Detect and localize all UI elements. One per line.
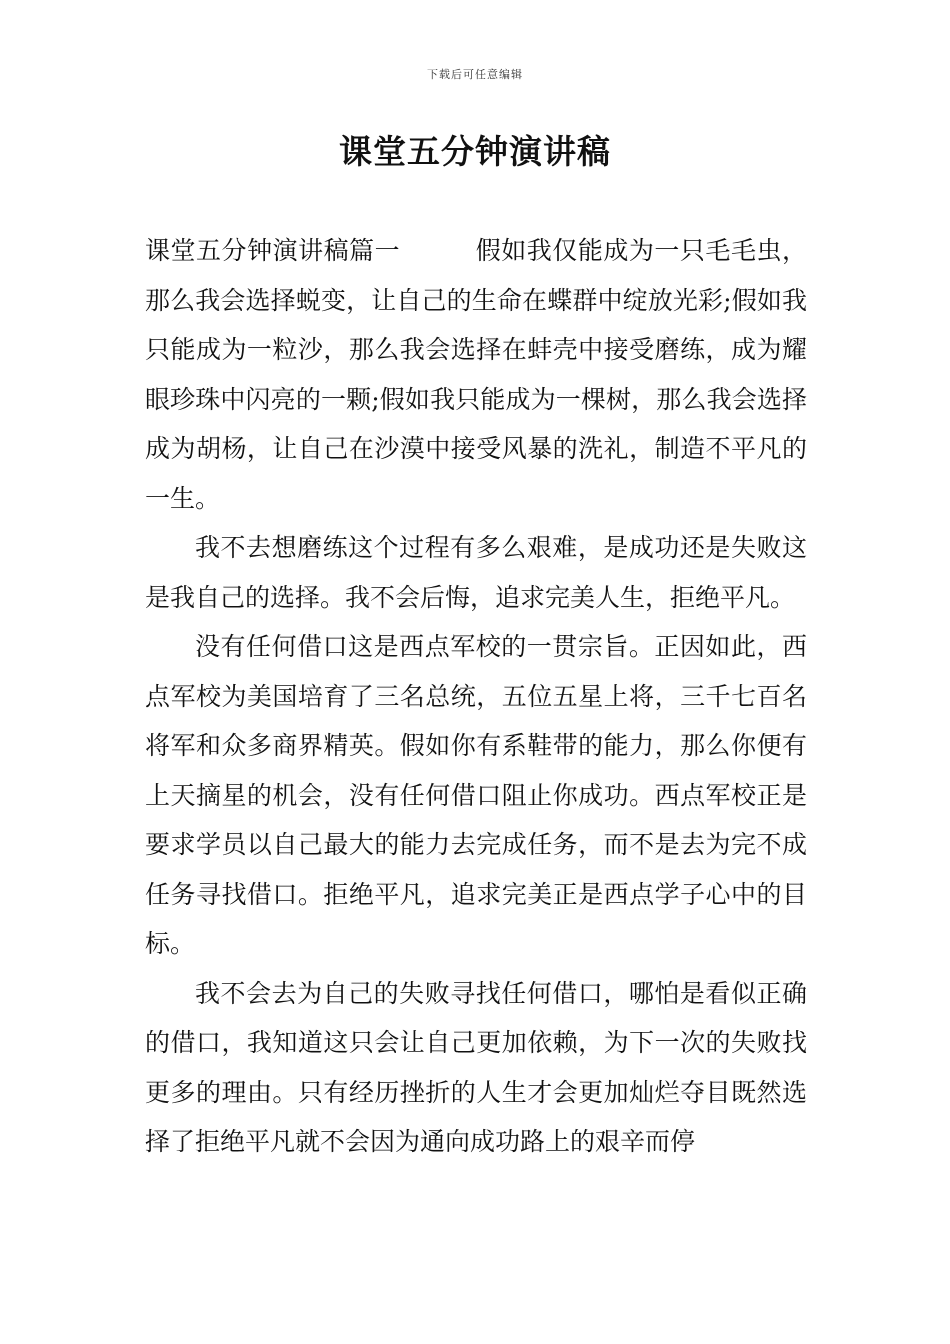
paragraph-3: 没有任何借口这是西点军校的一贯宗旨。正因如此，西点军校为美国培育了三名总统，五位五星上将，三千七百名将军和众多商界精英。假如你有系鞋带的能力，那么你便有上天摘星的机会，没有任何借口阻止你成功。西点军校正是要求学员以自己最大的能力去完成任务，而不是去为完不成任务寻找借口。拒绝平凡，追求完美正是西点学子心中的目标。	[145, 632, 807, 958]
paragraph-text: 假如我仅能成为一只毛毛虫，那么我会选择蜕变，让自己的生命在蝶群中绽放光彩;假如我只能成为一粒沙，那么我会选择在蚌壳中接受磨练，成为耀眼珍珠中闪亮的一颗;假如我只能成为一棵树，那么我会选择成为胡杨，让自己在沙漠中接受风暴的洗礼，制造不平凡的一生。	[145, 236, 807, 513]
paragraph-1	[145, 226, 807, 523]
section-heading: 课堂五分钟演讲稿篇一	[145, 236, 401, 265]
paragraph-2: 我不去想磨练这个过程有多么艰难，是成功还是失败这是我自己的选择。我不会后悔，追求完美人生，拒绝平凡。	[145, 533, 807, 612]
document-body	[145, 226, 807, 1167]
header-note: 下载后可任意编辑	[427, 68, 523, 81]
document-title: 课堂五分钟演讲稿	[339, 132, 611, 171]
paragraph-4: 我不会去为自己的失败寻找任何借口，哪怕是看似正确的借口，我知道这只会让自己更加依赖，为下一次的失败找更多的理由。只有经历挫折的人生才会更加灿烂夺目既然选择了拒绝平凡就不会因为通向成功路上的艰辛而停	[145, 978, 807, 1156]
